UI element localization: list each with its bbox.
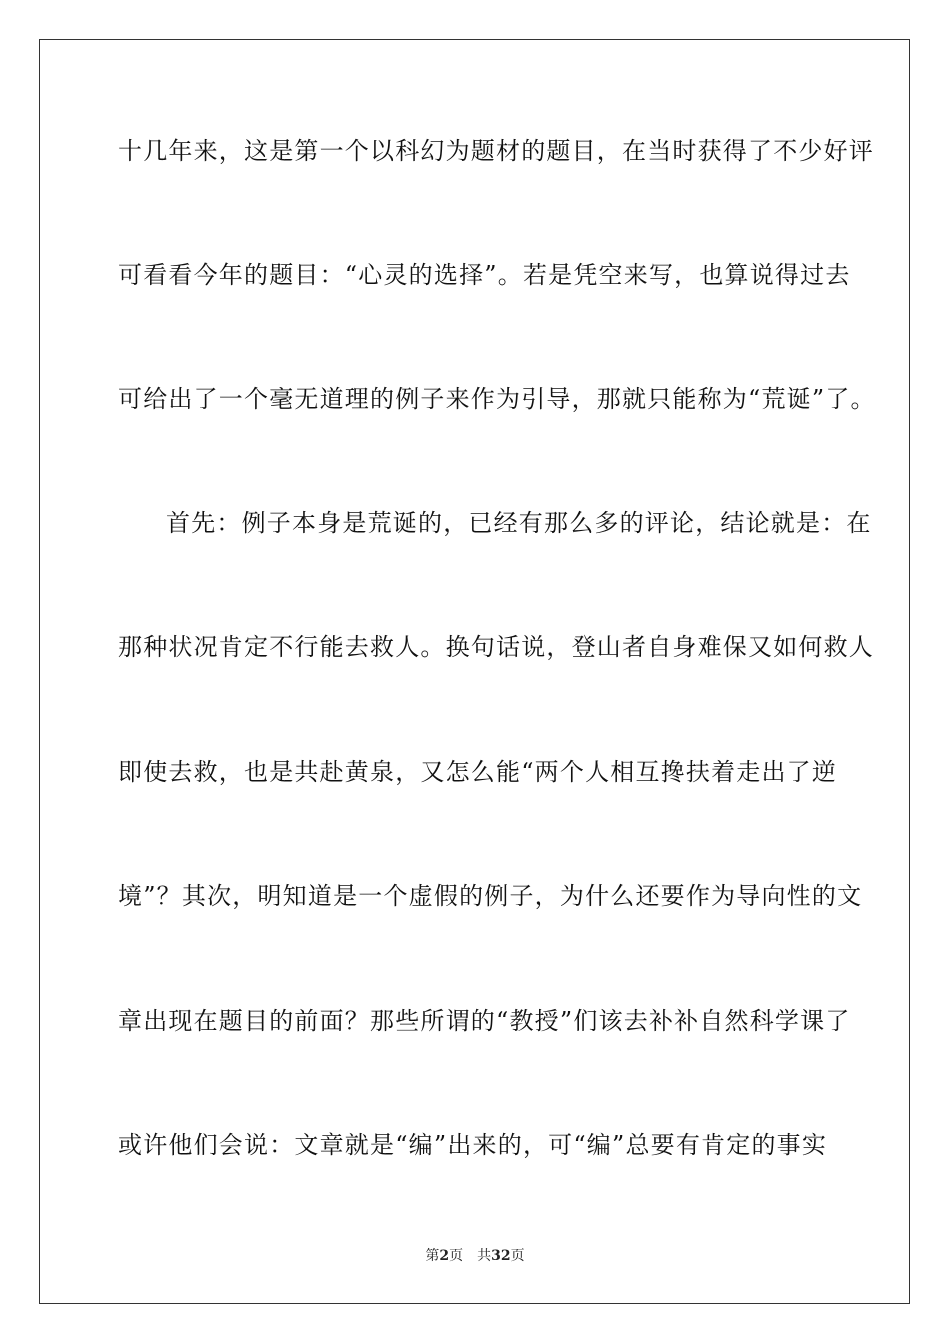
total-pages: 32 <box>491 1248 511 1264</box>
body-line-2: 可看看今年的题目：“心灵的选择”。若是凭空来写，也算说得过去 <box>118 261 851 289</box>
page-footer <box>0 1247 950 1265</box>
body-line-7: 境”？其次，明知道是一个虚假的例子，为什么还要作为导向性的文 <box>118 882 863 910</box>
body-line-4: 首先：例子本身是荒诞的，已经有那么多的评论，结论就是：在 <box>166 509 872 537</box>
page-prefix: 第 <box>425 1248 440 1264</box>
body-line-5: 那种状况肯定不行能去救人。换句话说，登山者自身难保又如何救人 <box>118 633 874 661</box>
body-line-3: 可给出了一个毫无道理的例子来作为引导，那就只能称为“荒诞”了。 <box>118 385 876 413</box>
body-line-1: 十几年来，这是第一个以科幻为题材的题目，在当时获得了不少好评 <box>118 137 874 165</box>
body-line-6: 即使去救，也是共赴黄泉，又怎么能“两个人相互搀扶着走出了逆 <box>118 758 838 786</box>
page-border <box>39 39 910 1304</box>
page-suffix: 页 <box>449 1248 464 1264</box>
page-number: 2 <box>439 1248 450 1264</box>
total-prefix: 共 <box>477 1248 492 1264</box>
body-line-9: 或许他们会说：文章就是“编”出来的，可“编”总要有肯定的事实 <box>118 1131 828 1159</box>
body-line-8: 章出现在题目的前面？那些所谓的“教授”们该去补补自然科学课了 <box>118 1007 851 1035</box>
total-suffix: 页 <box>510 1248 525 1264</box>
